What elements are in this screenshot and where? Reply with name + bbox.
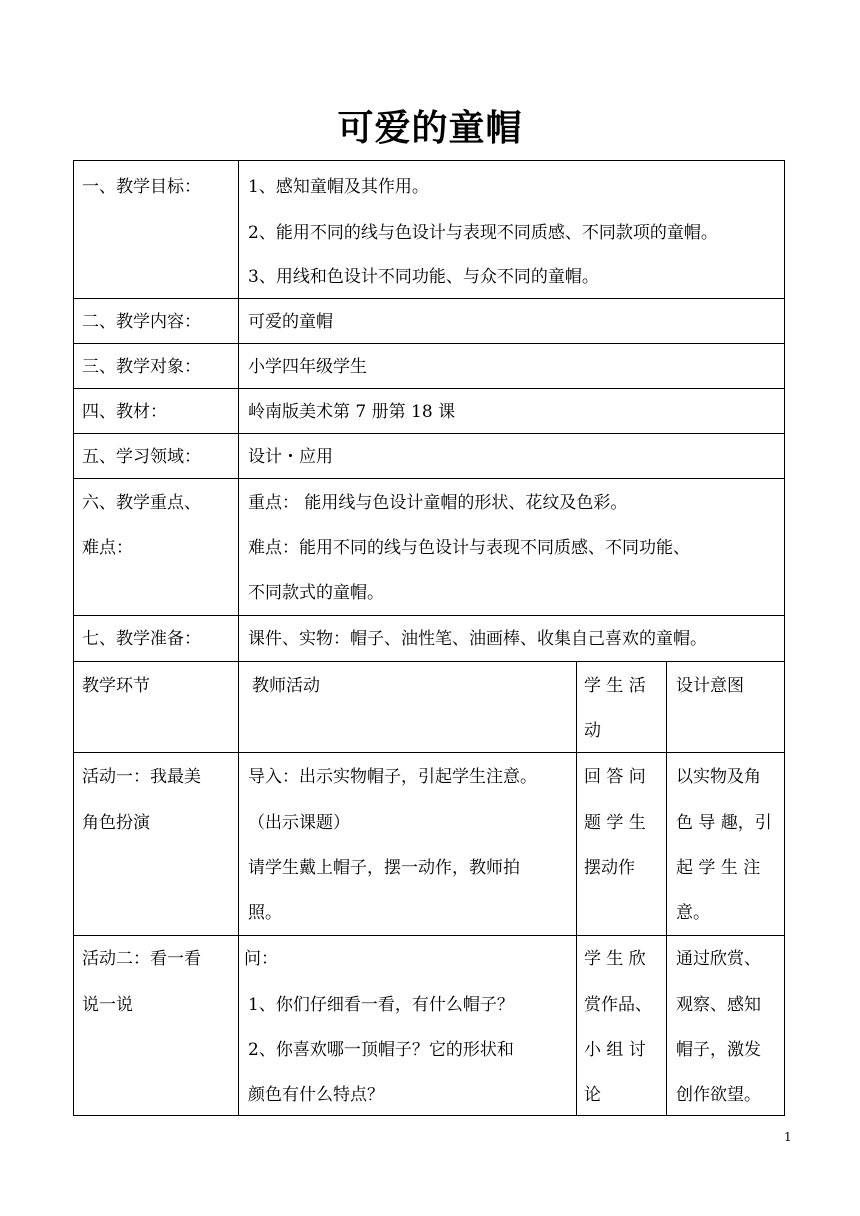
intent-text: 创作欲望。 — [676, 1085, 761, 1105]
document-title: 可爱的童帽 — [337, 107, 523, 149]
row-value: 难点：能用不同的线与色设计与表现不同质感、不同功能、 — [248, 538, 690, 558]
student-text: 赏作品、 — [584, 995, 652, 1015]
row-value: 不同款式的童帽。 — [248, 583, 384, 603]
student-text: 回 答 问 — [584, 767, 646, 787]
header-intent: 设计意图 — [676, 676, 744, 696]
stage-text: 活动二：看一看 — [82, 949, 201, 969]
row-label: 四、教材： — [82, 402, 167, 422]
intent-text: 起 学 生 注 — [676, 858, 761, 878]
row-label: 一、教学目标： — [82, 177, 201, 197]
row-value: 1、感知童帽及其作用。 — [248, 177, 429, 197]
intent-text: 以实物及角 — [676, 767, 761, 787]
header-stage: 教学环节 — [82, 676, 150, 696]
row-value: 重点： 能用线与色设计童帽的形状、花纹及色彩。 — [248, 493, 628, 513]
row-value: 岭南版美术第 7 册第 18 课 — [248, 402, 456, 422]
row-value: 2、能用不同的线与色设计与表现不同质感、不同款项的童帽。 — [248, 223, 718, 243]
teacher-text: 1、你们仔细看一看，有什么帽子？ — [248, 995, 514, 1015]
intent-text: 观察、感知 — [676, 995, 761, 1015]
row-value: 可爱的童帽 — [248, 312, 333, 332]
header-teacher: 教师活动 — [252, 676, 320, 696]
intent-text: 帽子，激发 — [676, 1040, 761, 1060]
student-text: 题 学 生 — [584, 813, 646, 833]
student-text: 小 组 讨 — [584, 1040, 646, 1060]
row-label: 难点： — [82, 538, 133, 558]
row-label: 二、教学内容： — [82, 312, 201, 332]
teacher-text: 导入：出示实物帽子，引起学生注意。 — [248, 767, 537, 787]
stage-text: 活动一：我最美 — [82, 767, 201, 787]
intent-text: 意。 — [676, 903, 710, 923]
teacher-text: 请学生戴上帽子，摆一动作，教师拍 — [248, 858, 520, 878]
row-value: 3、用线和色设计不同功能、与众不同的童帽。 — [248, 267, 599, 287]
teacher-text: 2、你喜欢哪一顶帽子？它的形状和 — [248, 1040, 514, 1060]
teacher-text: （出示课题） — [248, 813, 350, 833]
row-label: 七、教学准备： — [82, 629, 201, 649]
row-label: 五、学习领域： — [82, 447, 201, 467]
student-text: 论 — [584, 1085, 601, 1105]
teacher-text: 颜色有什么特点？ — [248, 1085, 384, 1105]
intent-text: 通过欣赏、 — [676, 949, 761, 969]
header-student: 学 生 活 — [584, 676, 646, 696]
row-value: 设计・应用 — [248, 447, 333, 467]
student-text: 学 生 欣 — [584, 949, 646, 969]
stage-text: 说一说 — [82, 995, 133, 1015]
row-value: 课件、实物：帽子、油性笔、油画棒、收集自己喜欢的童帽。 — [248, 629, 707, 649]
student-text: 摆动作 — [584, 858, 635, 878]
row-value: 小学四年级学生 — [248, 357, 367, 377]
teacher-text: 照。 — [248, 903, 282, 923]
intent-text: 色 导 趣，引 — [676, 813, 772, 833]
teacher-text: 问： — [244, 949, 278, 969]
row-label: 六、教学重点、 — [82, 493, 201, 513]
header-student: 动 — [584, 721, 601, 741]
stage-text: 角色扮演 — [82, 813, 150, 833]
page-number: 1 — [784, 1130, 792, 1144]
row-label: 三、教学对象： — [82, 357, 201, 377]
